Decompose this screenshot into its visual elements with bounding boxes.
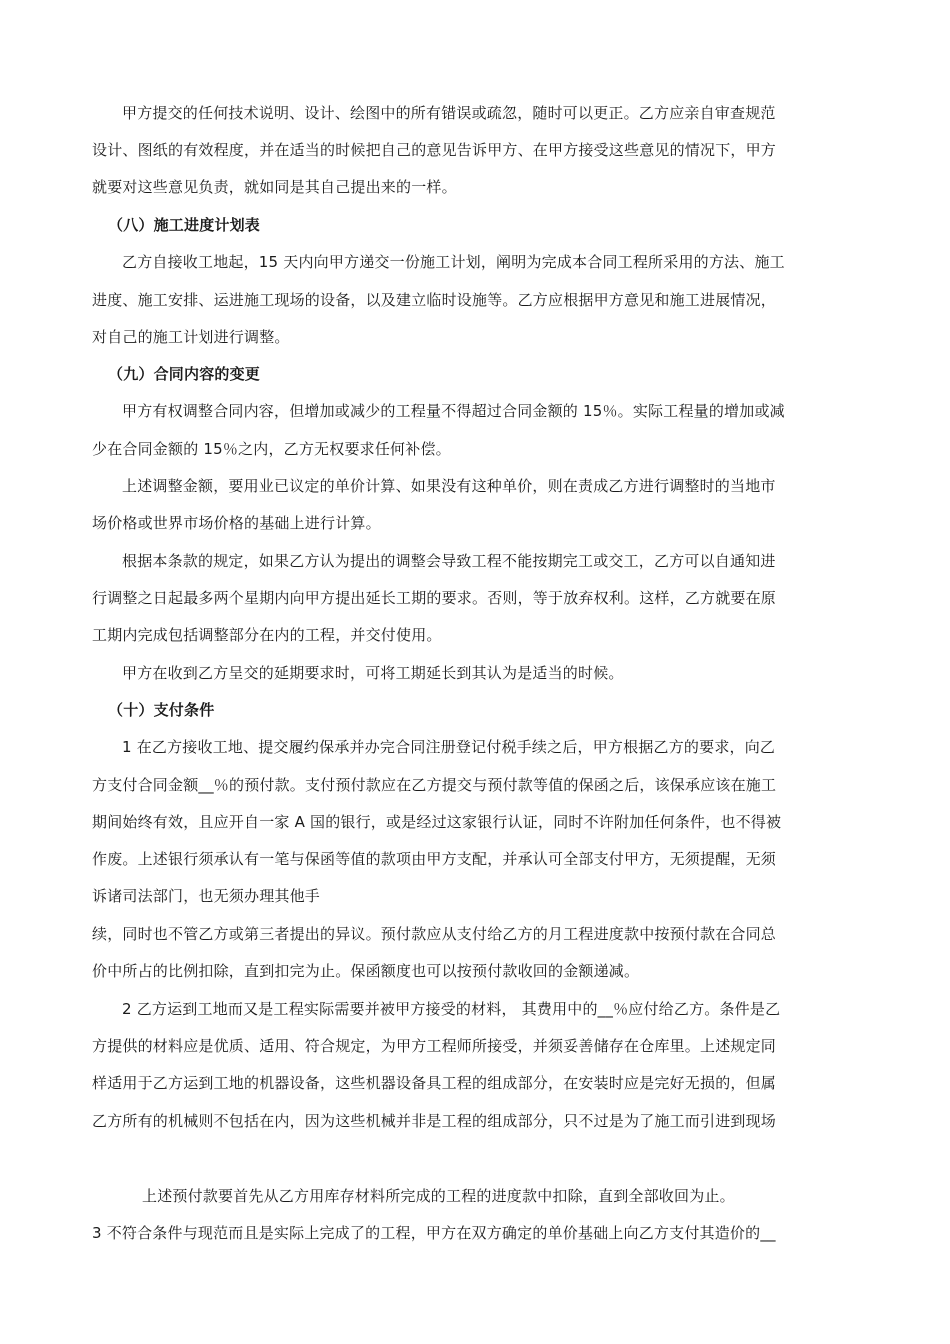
paragraph-line: 方支付合同金额__％的预付款。支付预付款应在乙方提交与预付款等值的保函之后，该保承应该在施工: [92, 776, 777, 794]
paragraph-line: 甲方有权调整合同内容，但增加或减少的工程量不得超过合同金额的 15％。实际工程量的增加或减: [122, 402, 785, 420]
paragraph-line: 上述调整金额，要用业已议定的单价计算、如果没有这种单价，则在责成乙方进行调整时的当地市: [122, 477, 776, 495]
paragraph-line: 期间始终有效，且应开自一家 A 国的银行，或是经过这家银行认证，同时不许附加任何条件，也不得被: [92, 813, 782, 831]
paragraph-line: 甲方提交的任何技术说明、设计、绘图中的所有错误或疏忽，随时可以更正。乙方应亲自审查规范: [122, 104, 776, 122]
paragraph-line: 2 乙方运到工地而又是工程实际需要并被甲方接受的材料， 其费用中的__％应付给乙方。条件是乙: [122, 1000, 781, 1018]
paragraph-line: 样适用于乙方运到工地的机器设备，这些机器设备具工程的组成部分，在安装时应是完好无损的，但属: [92, 1074, 777, 1092]
paragraph-line: 进度、施工安排、运进施工现场的设备，以及建立临时设施等。乙方应根据甲方意见和施工进展情况，: [92, 291, 777, 309]
paragraph-line: 场价格或世界市场价格的基础上进行计算。: [92, 514, 381, 532]
paragraph-line: 价中所占的比例扣除，直到扣完为止。保函额度也可以按预付款收回的金额递减。: [92, 962, 640, 980]
paragraph-line: 方提供的材料应是优质、适用、符合规定，为甲方工程师所接受，并须妥善储存在仓库里。上述规定同: [92, 1037, 777, 1055]
paragraph-line: 甲方在收到乙方呈交的延期要求时，可将工期延长到其认为是适当的时候。: [122, 664, 624, 682]
paragraph-line: 乙方自接收工地起，15 天内向甲方递交一份施工计划，阐明为完成本合同工程所采用的方法、施工: [122, 253, 785, 271]
paragraph-line: 续，同时也不管乙方或第三者提出的异议。预付款应从支付给乙方的月工程进度款中按预付款在合同总: [92, 925, 777, 943]
paragraph-line: 诉诸司法部门，也无须办理其他手: [92, 887, 321, 905]
paragraph-line: 就要对这些意见负责，就如同是其自己提出来的一样。: [92, 178, 457, 196]
section-heading: （十）支付条件: [108, 701, 215, 719]
paragraph-line: 根据本条款的规定，如果乙方认为提出的调整会导致工程不能按期完工或交工，乙方可以自通知进: [122, 552, 776, 570]
paragraph-line: 行调整之日起最多两个星期内向甲方提出延长工期的要求。否则，等于放弃权利。这样，乙方就要在原: [92, 589, 777, 607]
paragraph-line: 上述预付款要首先从乙方用库存材料所完成的工程的进度款中扣除，直到全部收回为止。: [142, 1187, 735, 1205]
paragraph-line: 对自己的施工计划进行调整。: [92, 328, 290, 346]
paragraph-line: 少在合同金额的 15％之内，乙方无权要求任何补偿。: [92, 440, 451, 458]
paragraph-line: 3 不符合条件与现范而且是实际上完成了的工程，甲方在双方确定的单价基础上向乙方支付其造价的__: [92, 1224, 776, 1242]
paragraph-line: 作废。上述银行须承认有一笔与保函等值的款项由甲方支配，并承认可全部支付甲方，无须提醒，无须: [92, 850, 777, 868]
paragraph-line: 1 在乙方接收工地、提交履约保承并办完合同注册登记付税手续之后，甲方根据乙方的要求，向乙: [122, 738, 776, 756]
paragraph-line: 工期内完成包括调整部分在内的工程，并交付使用。: [92, 626, 442, 644]
paragraph-line: 设计、图纸的有效程度，并在适当的时候把自己的意见告诉甲方、在甲方接受这些意见的情况下，甲方: [92, 141, 777, 159]
paragraph-line: 乙方所有的机械则不包括在内，因为这些机械并非是工程的组成部分，只不过是为了施工而引进到现场: [92, 1112, 777, 1130]
section-heading: （八）施工进度计划表: [108, 216, 261, 234]
section-heading: （九）合同内容的变更: [108, 365, 261, 383]
